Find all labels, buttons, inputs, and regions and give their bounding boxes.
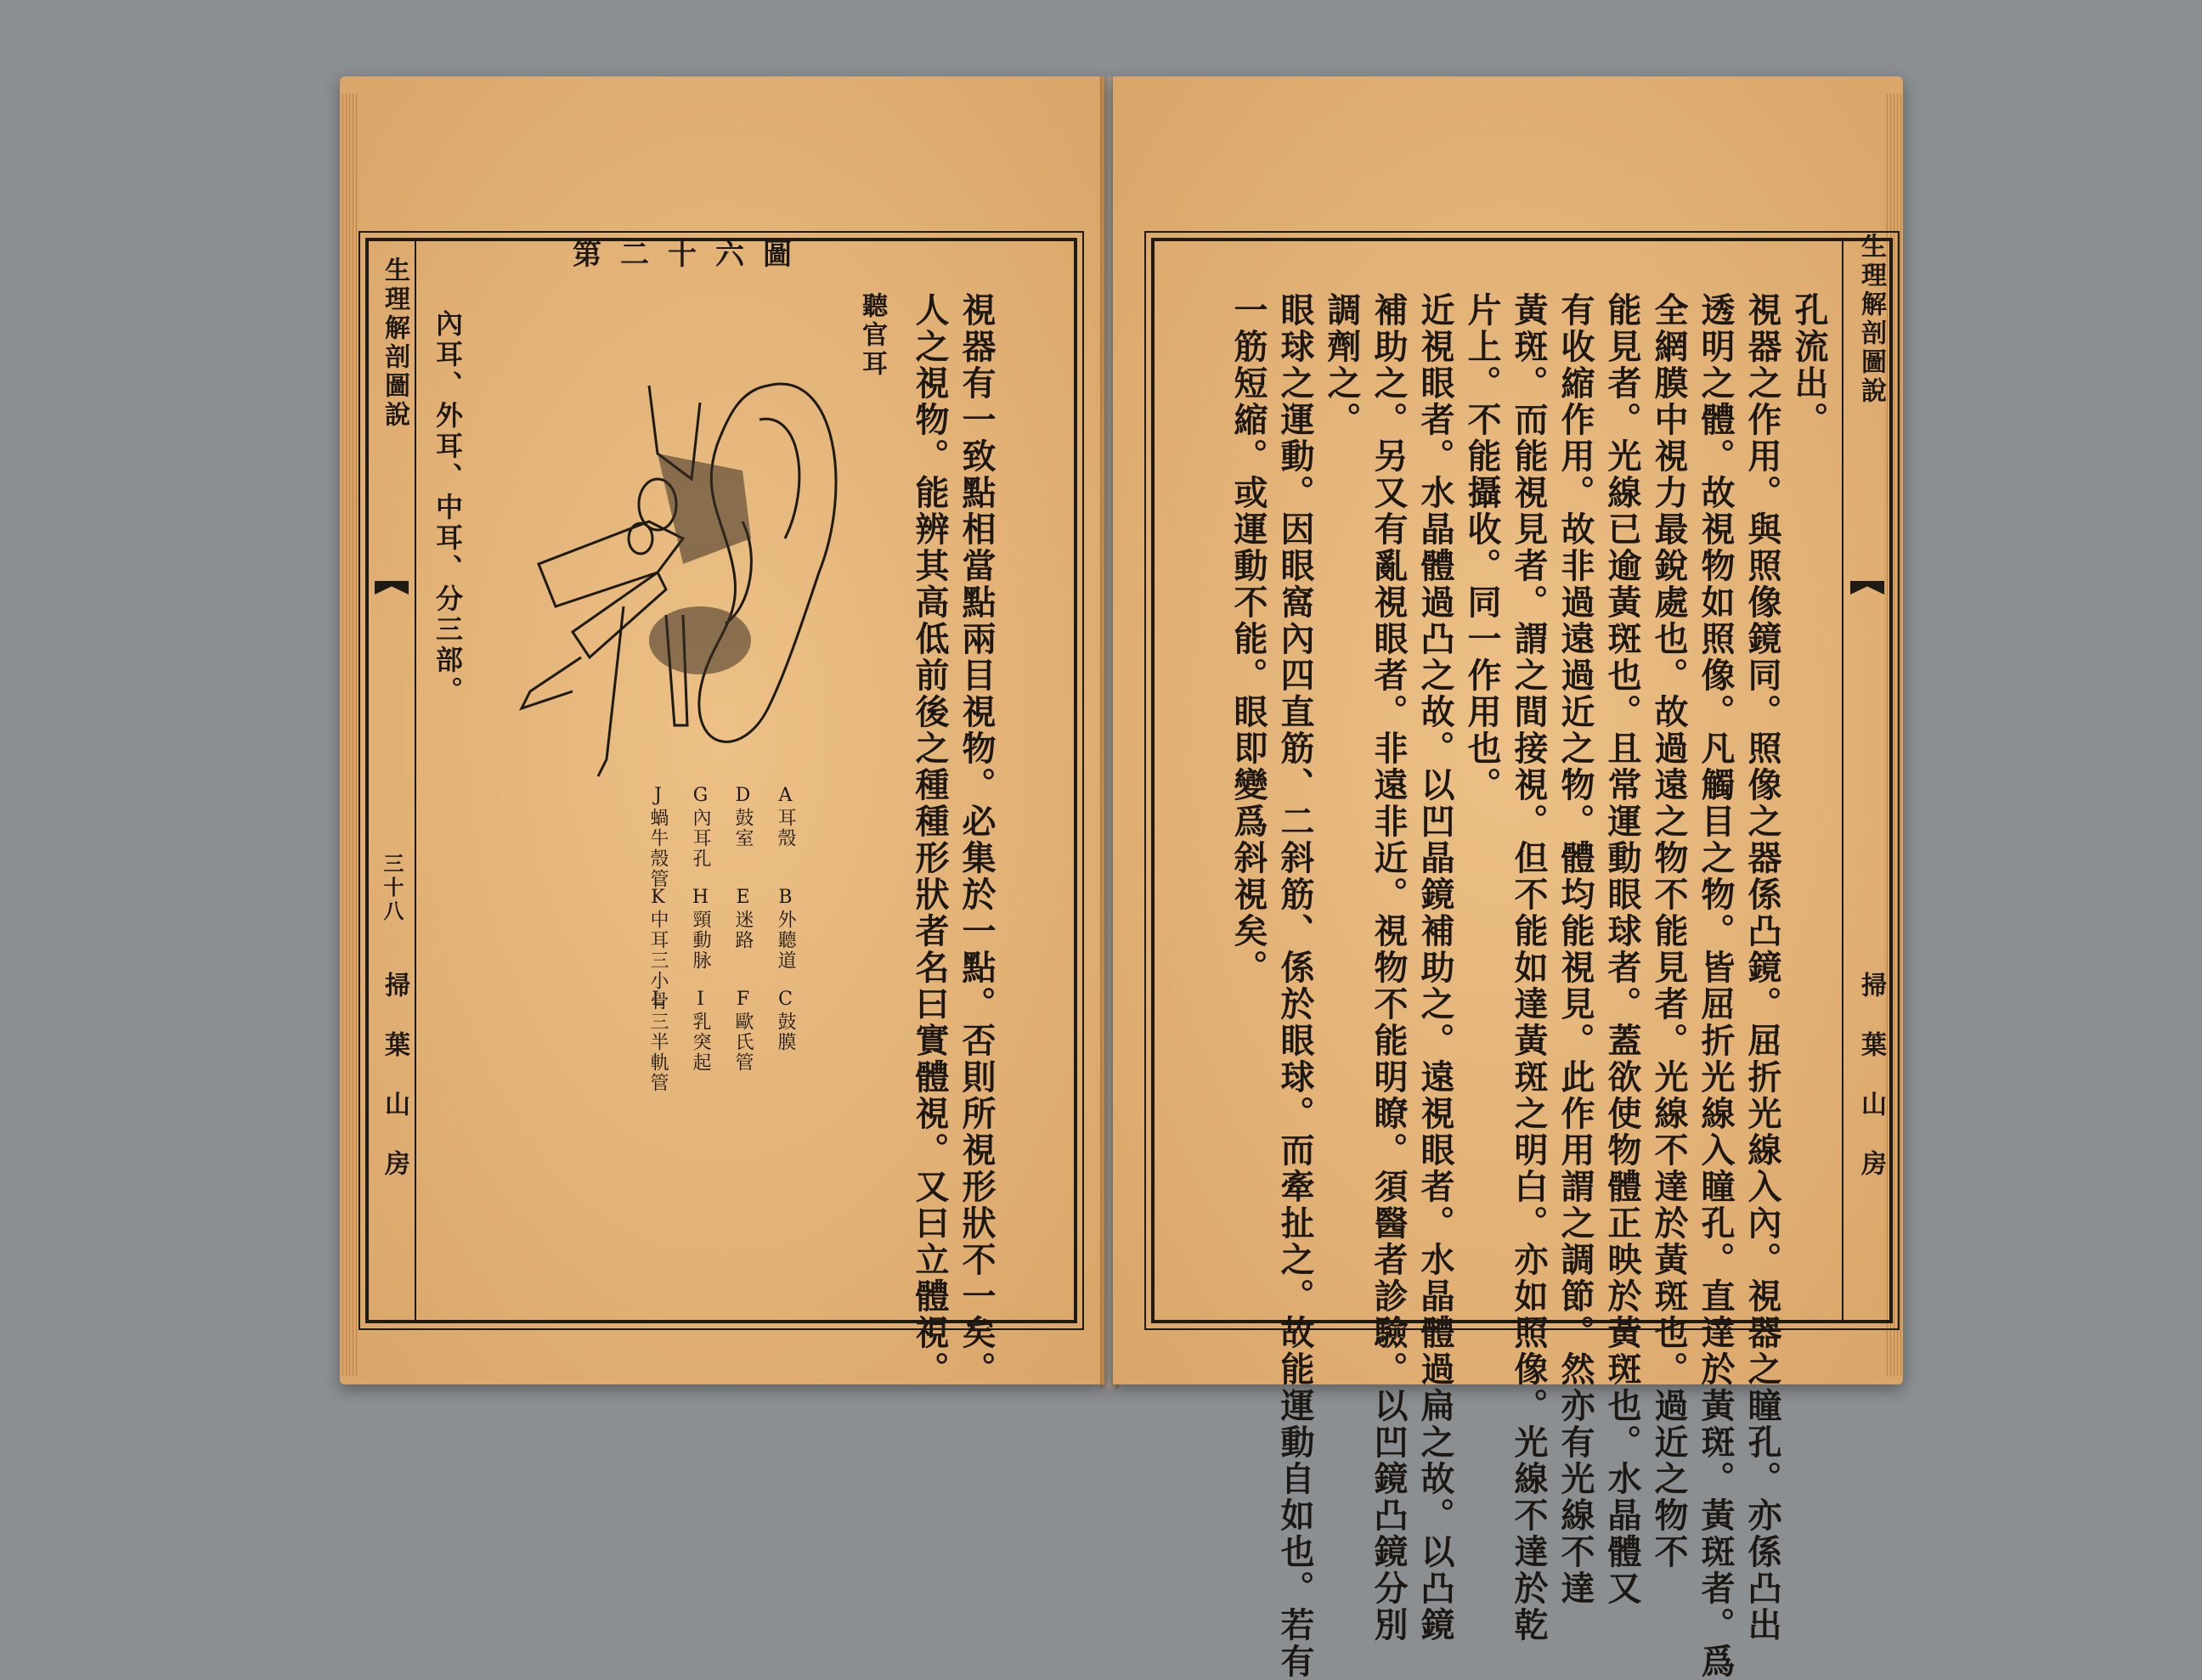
right-text-column-13: 一筋短縮。或運動不能。眼即變爲斜視矣。 — [1228, 292, 1268, 986]
legend-c-row-4: L三半軌管 — [647, 989, 669, 1093]
legend-c-row-2: F歐氏管 — [732, 989, 754, 1073]
legend-c-row-3: I乳突起 — [690, 989, 711, 1073]
figure-heading: 聽官耳 — [857, 292, 887, 379]
left-page-edge — [340, 93, 359, 1376]
right-page — [1113, 76, 1903, 1680]
right-text-column-4: 全網膜中視力最銳處也。故過遠之物不能見者。光線不達於黃斑也。過近之物不 — [1649, 292, 1689, 1570]
right-margin-title: 生理解剖圖說 — [1856, 233, 1886, 406]
legend-b-row-1: B外聽道 — [775, 887, 796, 971]
legend-a-row-1: A耳殼 — [775, 785, 796, 848]
legend-a-row-3: G內耳孔 — [690, 785, 711, 869]
right-margin-publisher: 掃葉山房 — [1856, 972, 1886, 1209]
right-text-column-12: 眼球之運動。因眼窩內四直筋、二斜筋、係於眼球。而牽扯之。故能運動自如也。若有 — [1275, 292, 1315, 1680]
fishtail-mark — [375, 581, 409, 595]
right-text-column-3: 透明之體。故視物如照像。凡觸目之物。皆屈折光線入瞳孔。直達於黃斑。黃斑者。爲 — [1696, 292, 1736, 1680]
right-text-column-2: 視器之作用。與照像鏡同。照像之器係凸鏡。屈折光線入內。視器之瞳孔。亦係凸出 — [1742, 292, 1782, 1643]
right-text-column-11: 調劑之。 — [1322, 292, 1362, 438]
legend-b-row-2: E迷路 — [732, 887, 754, 950]
right-text-column-6: 有收縮作用。故非過遠過近之物。體均能視見。此作用謂之調節。然亦有光線不達 — [1556, 292, 1595, 1607]
right-text-column-9: 近視眼者。水晶體過凸之故。以凹晶鏡補助之。遠視眼者。水晶體過扁之故。以凸鏡 — [1415, 292, 1455, 1643]
legend-b-row-4: K中耳三小骨 — [647, 887, 669, 1012]
right-fishtail-mark — [1850, 581, 1884, 595]
left-margin-strip — [369, 241, 416, 1320]
margin-title: 生理解剖圖說 — [380, 257, 409, 430]
left-page-frame — [365, 238, 1077, 1388]
figure-note: 內耳、外耳、中耳、分三部。 — [432, 309, 464, 707]
figure-caption: 第二十六圖 — [573, 238, 810, 272]
left-page — [340, 76, 1104, 1388]
right-text-column-8: 片上。不能攝收。同一作用也。 — [1462, 292, 1502, 803]
right-margin-strip — [1842, 233, 1889, 1320]
legend-a-row-4: J蝸牛殼管 — [647, 785, 669, 889]
legend-c-row-1: C鼓膜 — [775, 989, 796, 1052]
legend-b-row-3: H頸動脉 — [690, 887, 711, 971]
right-page-frame — [1151, 233, 1893, 1680]
page-number: 三十八 — [380, 853, 404, 924]
open-book — [323, 76, 1911, 1680]
legend-a-row-2: D鼓室 — [732, 785, 754, 848]
right-text-column-10: 補助之。另又有亂視眼者。非遠非近。視物不能明瞭。須醫者診驗。以凹鏡凸鏡分別 — [1369, 292, 1409, 1643]
margin-publisher: 掃葉山房 — [380, 972, 409, 1209]
right-text-column-5: 能見者。光線已逾黃斑也。且常運動眼球者。蓋欲使物體正映於黃斑也。水晶體又 — [1602, 292, 1642, 1607]
text-column-1: 視器有一致點相當點兩目視物。必集於一點。否則所視形狀不一矣。 — [957, 292, 997, 1388]
ear-anatomy-illustration — [488, 352, 844, 810]
right-text-column-1: 孔流出。 — [1789, 292, 1829, 438]
text-column-2: 人之視物。能辨其高低前後之種種形狀者名曰實體視。又曰立體視。 — [910, 292, 950, 1388]
right-text-column-7: 黃斑。而能視見者。謂之間接視。但不能如達黃斑之明白。亦如照像。光線不達於乾 — [1509, 292, 1549, 1643]
